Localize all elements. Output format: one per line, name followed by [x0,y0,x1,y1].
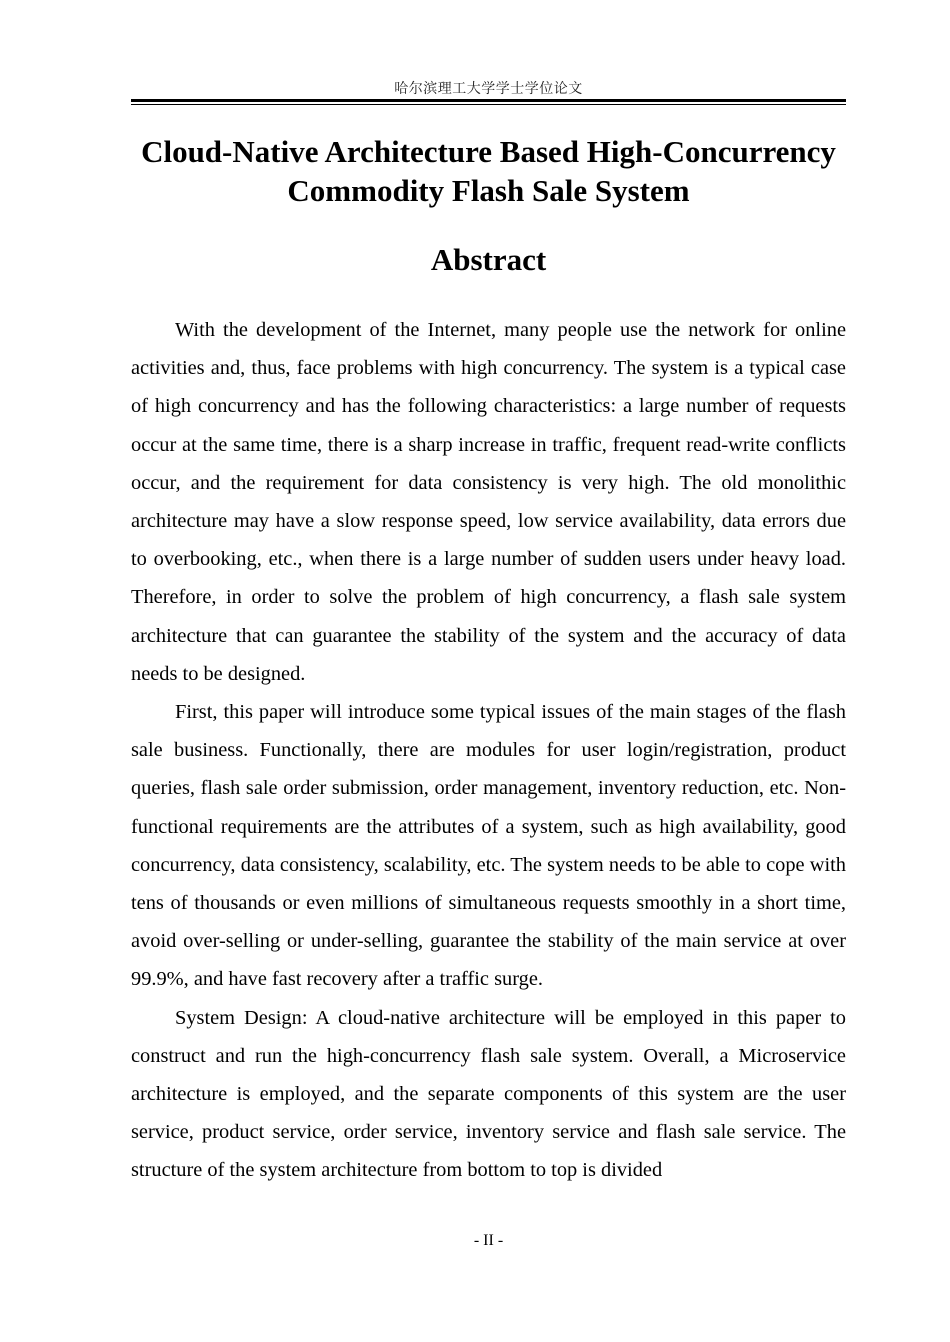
abstract-paragraph-3: System Design: A cloud-native architecture will be employed in this paper to construct and run the high-concurrency flash sale system. Overall, a Microservice architecture is employed, and the separate components of this system are the user service, product service, order service, inventory service and flash sale service. The structure of the system architecture from bottom to top is divided [131,1006,846,1182]
abstract-paragraph-2: First, this paper will introduce some typical issues of the main stages of the flash sale business. Functionally, there are modules for user login/registration, product queries, flash sale order submission, order management, inventory reduction, etc. Non-functional requirements are the attributes of a system, such as high availability, good concurrency, data consistency, scalability, etc. The system needs to be able to cope with tens of thousands or even millions of simultaneous requests smoothly in a short time, avoid over-selling or under-selling, guarantee the stability of the main service at over 99.9%, and have fast recovery after a traffic surge. [131,701,846,991]
page-number: - II - [473,1232,504,1249]
header-rule-thick [131,99,846,102]
abstract-body [131,311,846,1190]
running-head: 哈尔滨理工大学学士学位论文 [394,81,583,97]
header-rule-thin [131,104,846,105]
paper-title: Cloud-Native Architecture Based High-Concurrency Commodity Flash Sale System [141,134,836,208]
abstract-paragraph-1: With the development of the Internet, many people use the network for online activities and, thus, face problems with high concurrency. The system is a typical case of high concurrency and has the following characteristics: a large number of requests occur at the same time, there is a sharp increase in traffic, frequent read-write conflicts occur, and the requirement for data consistency is very high. The old monolithic architecture may have a slow response speed, low service availability, data errors due to overbooking, etc., when there is a large number of sudden users under heavy load. Therefore, in order to solve the problem of high concurrency, a flash sale system architecture that can guarantee the stability of the system and the accuracy of data needs to be designed. [131,319,846,685]
section-heading-abstract: Abstract [430,242,547,277]
